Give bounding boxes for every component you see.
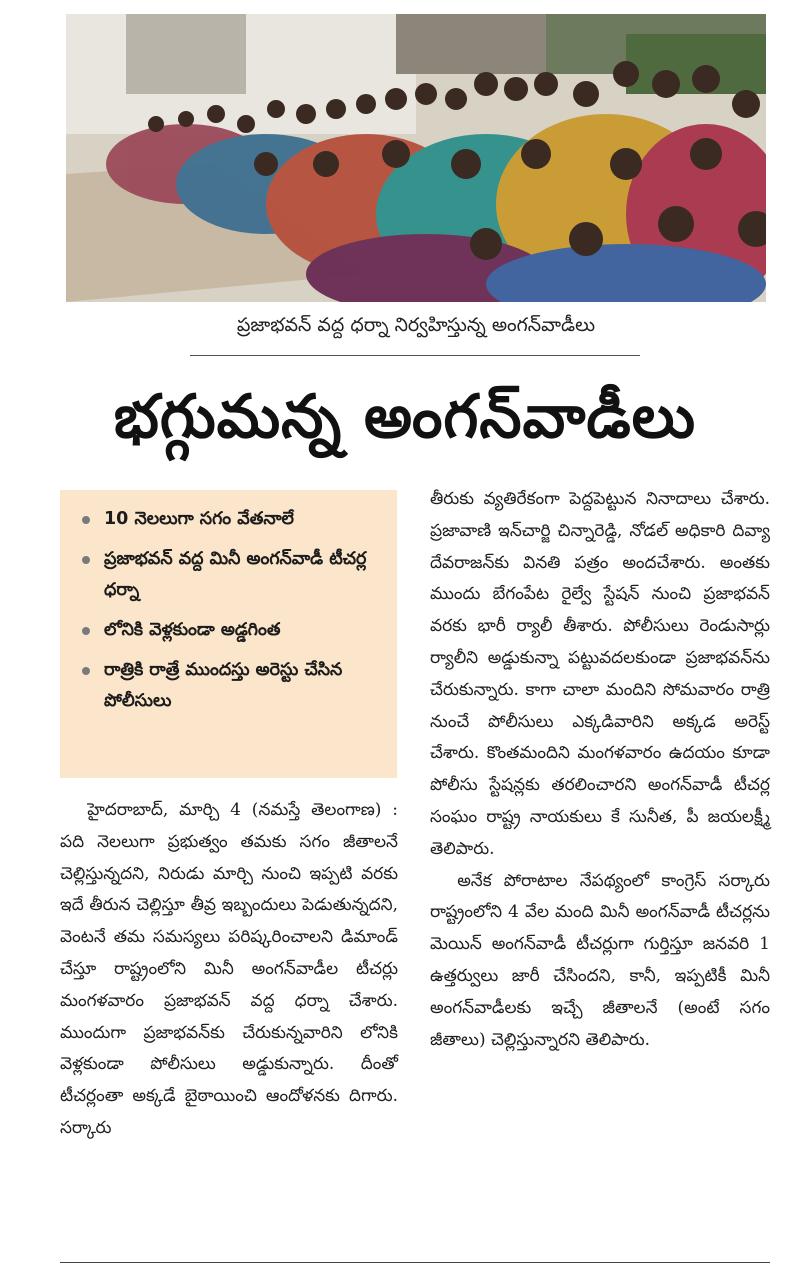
article-column-right — [430, 484, 770, 1056]
highlight-item: లోనికి వెళ్లకుండా అడ్డగింత — [82, 615, 387, 646]
headline: భగ్గుమన్న అంగన్‌వాడీలు — [113, 382, 697, 452]
highlight-item: 10 నెలలుగా సగం వేతనాలే — [82, 504, 387, 535]
article-paragraph: అనేక పోరాటాల నేపథ్యంలో కాంగ్రెస్ సర్కారు రాష్ట్రంలోని 4 వేల మంది మినీ అంగన్‌వాడీ టీచర్లను మెయిన్ అంగన్‌వాడీ టీచర్లుగా గుర్తిస్తూ జనవరి 1 ఉత్తర్వులు జారీ చేసిందని, కానీ, ఇప్పటికీ మినీ అంగన్‌వాడీలకు ఇచ్చే జీతాలనే (అంటే సగం జీతాలు) చెల్లిస్తున్నారని తెలిపారు. — [430, 870, 770, 1050]
protest-photo-illustration — [66, 14, 766, 302]
article-paragraph: హైదరాబాద్, మార్చి 4 (నమస్తే తెలంగాణ) : పది నెలలుగా ప్రభుత్వం తమకు సగం జీతాలనే చెల్లిస్తున్నదని, నిరుడు మార్చి నుంచి ఇప్పటి వరకు ఇదే తీరున చెల్లిస్తూ తీవ్ర ఇబ్బందులు పెడుతున్నదని, వెంటనే తమ సమస్యలు పరిష్కరించాలని డిమాండ్ చేస్తూ రాష్ట్రంలోని మినీ అంగన్‌వాడీల టీచర్లు మంగళవారం ప్రజాభవన్ వద్ద ధర్నా చేశారు. ముందుగా ప్రజాభవన్‌కు చేరుకున్నవారిని లోనికి వెళ్లకుండా పోలీసులు అడ్డుకున్నారు. దీంతో టీచర్లంతా అక్కడే బైఠాయించి ఆందోళనకు దిగారు. సర్కారు — [60, 800, 398, 1138]
bullet-icon — [82, 556, 90, 564]
article-paragraph: తీరుకు వ్యతిరేకంగా పెద్దపెట్టున నినాదాలు చేశారు. ప్రజావాణి ఇన్‌చార్జి చిన్నారెడ్డి, నోడల్ అధికారి దివ్యా దేవరాజన్‌కు వినతి పత్రం అందచేశారు. అంతకు ముందు బేగంపేట రైల్వే స్టేషన్ నుంచి ప్రజాభవన్ వరకు భారీ ర్యాలీ తీశారు. పోలీసులు రెండుసార్లు ర్యాలీని అడ్డుకున్నా పట్టువదలకుండా ప్రజాభవన్‌ను చేరుకున్నారు. కాగా చాలా మందిని సోమవారం రాత్రి నుంచే పోలీసులు ఎక్కడివారిని అక్కడ అరెస్ట్ చేశారు. కొంతమందిని మంగళవారం ఉదయం కూడా పోలీసు స్టేషన్లకు తరలించారని అంగన్‌వాడీ టీచర్ల సంఘం రాష్ట్ర నాయకులు కే సునీత, పీ జయలక్ష్మీ తెలిపారు. — [430, 489, 770, 859]
bottom-divider — [60, 1262, 770, 1263]
bullet-icon — [82, 667, 90, 675]
highlights-box — [60, 490, 397, 778]
caption-divider — [190, 355, 640, 356]
highlight-item: ప్రజాభవన్ వద్ద మినీ అంగన్‌వాడీ టీచర్ల ధర్నా — [82, 544, 387, 606]
article-column-left — [60, 795, 398, 1145]
bullet-icon — [82, 627, 90, 635]
photo-caption: ప్రజాభవన్ వద్ద ధర్నా నిర్వహిస్తున్న అంగన్‌వాడీలు — [236, 314, 596, 336]
highlight-item: రాత్రికి రాత్రే ముందస్తు అరెస్టు చేసిన పోలీసులు — [82, 655, 387, 717]
bullet-icon — [82, 516, 90, 524]
protest-photo — [66, 14, 766, 302]
